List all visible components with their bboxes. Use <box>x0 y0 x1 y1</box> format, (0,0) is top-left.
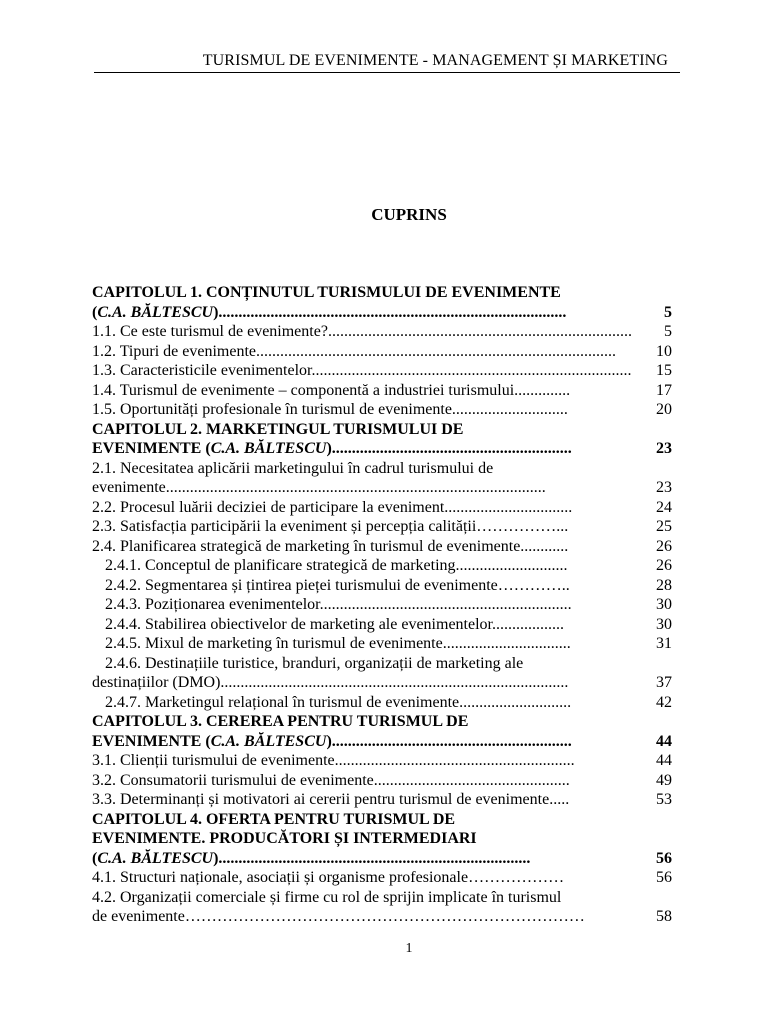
toc-entry-1-5[interactable]: 1.5. Oportunități profesionale în turismul de evenimente............................. 20 <box>92 401 672 418</box>
toc-page-number: 5 <box>664 323 672 340</box>
toc-chapter-3[interactable]: CAPITOLUL 3. CEREREA PENTRU TURISMUL DE EVENIMENTE (C.A. BĂLTESCU)............................................................ 44 <box>92 713 672 750</box>
toc-page-number: 31 <box>656 635 672 652</box>
toc-entry-2-1[interactable]: 2.1. Necesitatea aplicării marketingului în cadrul turismului de evenimente............................................................................................... 23 <box>92 459 672 496</box>
table-of-contents <box>92 283 672 927</box>
toc-entry-4-2[interactable]: 4.2. Organizații comerciale și firme cu rol de sprijin implicate în turismul de evenimente………………………………………………………………… 58 <box>92 888 672 925</box>
toc-entry-2-4-6[interactable]: 2.4.6. Destinațiile turistice, branduri, organizații de marketing ale destinațiilor (DMO)....................................................................................... 37 <box>92 654 672 691</box>
toc-page-number: 26 <box>656 537 672 555</box>
toc-entry-1-3[interactable]: 1.3. Caracteristicile evenimentelor................................................................................ 15 <box>92 362 672 379</box>
toc-page-number: 15 <box>656 362 672 379</box>
toc-entry-2-4-2[interactable]: 2.4.2. Segmentarea și țintirea pieței turismului de evenimente………….. 28 <box>105 576 672 594</box>
toc-entry-2-4-5[interactable]: 2.4.5. Mixul de marketing în turismul de evenimente................................ 31 <box>105 635 672 652</box>
toc-chapter-4[interactable]: CAPITOLUL 4. OFERTA PENTRU TURISMUL DE EVENIMENTE. PRODUCĂTORI ȘI INTERMEDIARI (C.A. BĂLTESCU).............................................................................. 56 <box>92 810 672 867</box>
toc-page-number: 37 <box>656 674 672 691</box>
running-header <box>94 52 680 73</box>
toc-entry-3-3[interactable]: 3.3. Determinanți și motivatori ai cererii pentru turismul de evenimente..... 53 <box>92 791 672 808</box>
toc-entry-2-4-1[interactable]: 2.4.1. Conceptul de planificare strategică de marketing............................ 26 <box>105 557 672 574</box>
toc-entry-2-4-3[interactable]: 2.4.3. Poziționarea evenimentelor............................................................... 30 <box>105 596 672 613</box>
toc-page-number: 23 <box>656 479 672 496</box>
toc-entry-3-1[interactable]: 3.1. Clienții turismului de evenimente............................................................ 44 <box>92 752 672 769</box>
toc-page-number: 49 <box>656 771 672 789</box>
toc-page-number: 28 <box>656 576 672 594</box>
toc-page-number: 5 <box>664 303 672 321</box>
toc-entry-1-1[interactable]: 1.1. Ce este turismul de evenimente?............................................................................ 5 <box>92 323 672 340</box>
toc-page-number: 20 <box>656 401 672 418</box>
page-number: 1 <box>405 941 413 956</box>
toc-entry-2-4-4[interactable]: 2.4.4. Stabilirea obiectivelor de marketing ale evenimentelor.................. 30 <box>105 615 672 633</box>
toc-page-number: 23 <box>656 440 672 457</box>
header-title: TURISMUL DE EVENIMENTE - MANAGEMENT ȘI MARKETING <box>202 52 668 69</box>
toc-entry-3-2[interactable]: 3.2. Consumatorii turismului de evenimente................................................. 49 <box>92 771 672 789</box>
toc-page-number: 58 <box>656 908 672 925</box>
toc-page-number: 56 <box>656 849 672 867</box>
header-rule <box>94 72 680 73</box>
toc-page-number: 26 <box>656 557 672 574</box>
page-title: CUPRINS <box>371 205 447 224</box>
toc-page-number: 30 <box>656 615 672 633</box>
toc-entry-2-2[interactable]: 2.2. Procesul luării deciziei de participare la eveniment................................ 24 <box>92 498 672 516</box>
toc-entry-2-3[interactable]: 2.3. Satisfacția participării la eveniment și percepția calității……………... 25 <box>92 518 672 535</box>
toc-page-number: 42 <box>656 693 672 711</box>
toc-entry-1-2[interactable]: 1.2. Tipuri de evenimente.......................................................................................... 10 <box>92 342 672 360</box>
toc-page-number: 10 <box>656 342 672 360</box>
toc-page-number: 53 <box>656 791 672 808</box>
toc-entry-1-4[interactable]: 1.4. Turismul de evenimente – componentă a industriei turismului.............. 17 <box>92 381 672 399</box>
toc-page-number: 30 <box>656 596 672 613</box>
toc-chapter-2[interactable]: CAPITOLUL 2. MARKETINGUL TURISMULUI DE EVENIMENTE (C.A. BĂLTESCU)............................................................ 23 <box>92 420 672 457</box>
toc-page-number: 56 <box>656 869 672 886</box>
toc-page-number: 17 <box>656 381 672 399</box>
toc-page-number: 24 <box>656 498 672 516</box>
toc-page-number: 25 <box>656 518 672 535</box>
toc-entry-4-1[interactable]: 4.1. Structuri naționale, asociații și organisme profesionale……………… 56 <box>92 869 672 886</box>
toc-page-number: 44 <box>656 752 672 769</box>
toc-entry-2-4[interactable]: 2.4. Planificarea strategică de marketing în turismul de evenimente............ 26 <box>92 537 672 555</box>
toc-page-number: 44 <box>656 732 672 750</box>
toc-chapter-1[interactable]: CAPITOLUL 1. CONȚINUTUL TURISMULUI DE EVENIMENTE (C.A. BĂLTESCU)....................................................................................... 5 <box>92 284 672 321</box>
toc-entry-2-4-7[interactable]: 2.4.7. Marketingul relațional în turismul de evenimente............................ 42 <box>105 693 672 711</box>
